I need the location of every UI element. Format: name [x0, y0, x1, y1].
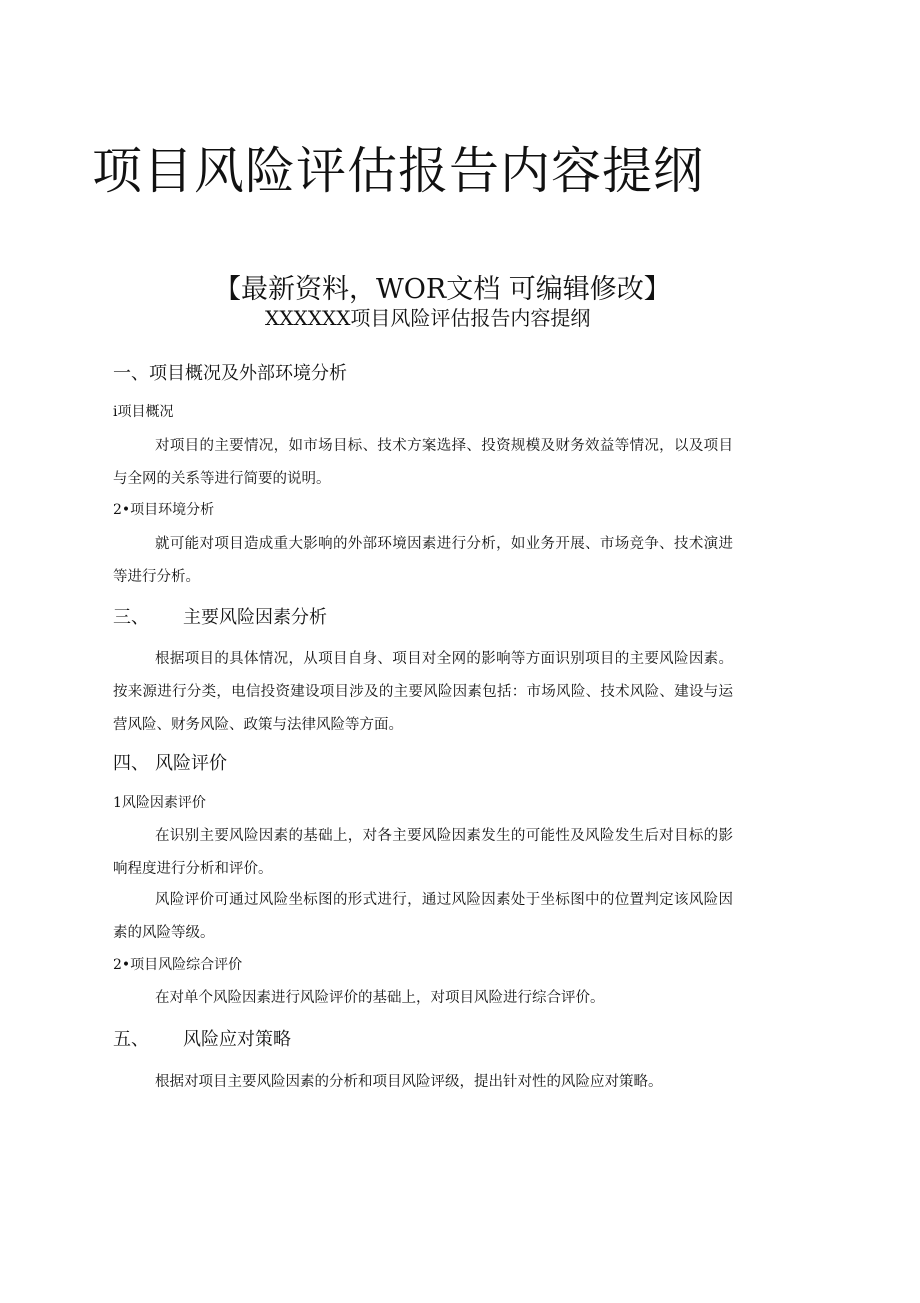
- paragraph: 根据对项目主要风险因素的分析和项目风险评级，提出针对性的风险应对策略。: [155, 1074, 663, 1090]
- subsection-heading: i项目概况: [113, 404, 174, 420]
- paragraph: 对项目的主要情况，如市场目标、技术方案选择、投资规模及财务效益等情况，以及项目与全网的关系等进行简要的说明。: [113, 438, 733, 487]
- subsection-heading: 2•项目风险综合评价: [113, 957, 243, 973]
- section-heading: [113, 362, 347, 385]
- document-title: 项目风险评估报告内容提纲: [92, 142, 704, 200]
- banner-text: 【最新资料，WOR文档 可编辑修改】: [214, 274, 671, 305]
- section-title: 风险评价: [155, 753, 227, 774]
- paragraph: 就可能对项目造成重大影响的外部环境因素进行分析，如业务开展、市场竞争、技术演进等进行分析。: [113, 536, 733, 585]
- section-heading: [113, 606, 327, 629]
- section-title: 风险应对策略: [183, 1029, 291, 1050]
- section-number: 一、: [113, 363, 149, 384]
- section-heading: [113, 752, 227, 775]
- paragraph: 风险评价可通过风险坐标图的形式进行，通过风险因素处于坐标图中的位置判定该风险因素的风险等级。: [113, 892, 733, 941]
- section-number: 五、: [113, 1029, 149, 1050]
- subsection-heading: 1风险因素评价: [113, 795, 206, 811]
- paragraph: 根据项目的具体情况，从项目自身、项目对全网的影响等方面识别项目的主要风险因素。按来源进行分类，电信投资建设项目涉及的主要风险因素包括：市场风险、技术风险、建设与运营风险、财务风险、政策与法律风险等方面。: [113, 651, 733, 733]
- section-number: 四、: [113, 753, 149, 774]
- section-heading: [113, 1028, 291, 1051]
- paragraph: 在对单个风险因素进行风险评价的基础上，对项目风险进行综合评价。: [155, 990, 605, 1006]
- section-number: 三、: [113, 607, 149, 628]
- section-title: 主要风险因素分析: [183, 607, 327, 628]
- subsection-heading: 2•项目环境分析: [113, 502, 215, 518]
- paragraph: 在识别主要风险因素的基础上，对各主要风险因素发生的可能性及风险发生后对目标的影响程度进行分析和评价。: [113, 828, 733, 877]
- document-subtitle: XXXXXX项目风险评估报告内容提纲: [265, 306, 591, 330]
- section-title: 项目概况及外部环境分析: [149, 363, 347, 384]
